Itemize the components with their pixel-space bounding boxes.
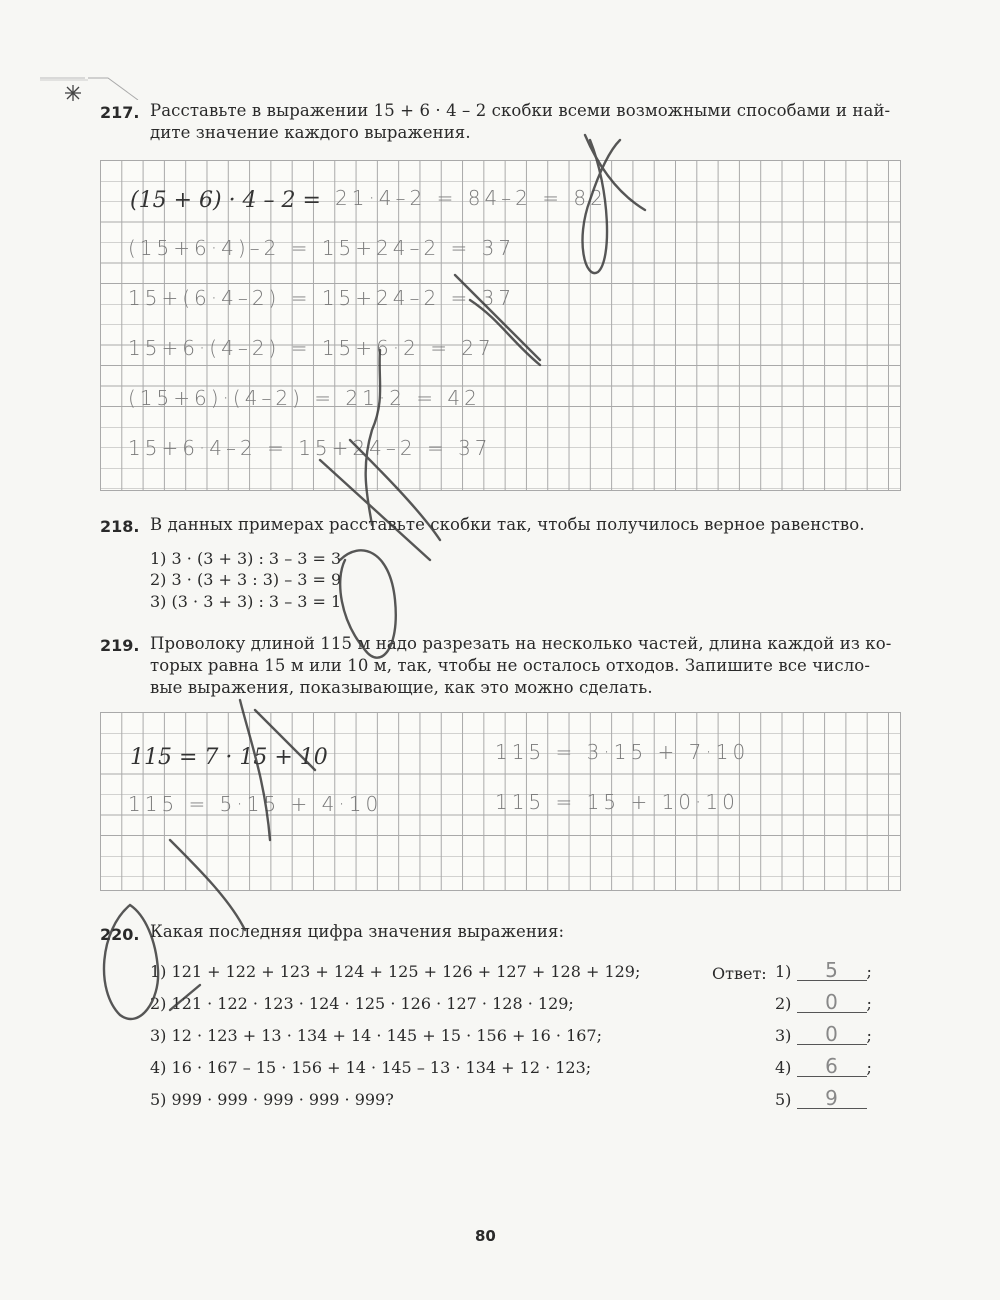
task-218-item-2: 2) 3 · (3 + 3 : 3) – 3 = 9	[150, 570, 342, 589]
answer-prefix: 5)	[775, 1090, 792, 1109]
task-218-item-3: 3) (3 · 3 + 3) : 3 – 3 = 1	[150, 592, 342, 611]
task-219-hw-2: 115 = 3·15 + 7·10	[495, 740, 750, 764]
task-220-number: 220.	[100, 925, 140, 944]
answer-row	[775, 1084, 872, 1116]
answer-end: ;	[866, 1058, 872, 1077]
task-220-item-4: 4) 16 · 167 – 15 · 156 + 14 · 145 – 13 · 134 + 12 · 123;	[150, 1058, 592, 1077]
task-220-item-5: 5) 999 · 999 · 999 · 999 · 999?	[150, 1090, 394, 1109]
task-220-item-2: 2) 121 · 122 · 123 · 124 · 125 · 126 · 127 · 128 · 129;	[150, 994, 574, 1013]
task-220-text: Какая последняя цифра значения выражения:	[150, 922, 565, 941]
task-217-line2: дите значение каждого выражения.	[150, 123, 471, 142]
task-217-hw-6: 15+6·4–2 = 15+24–2 = 37	[128, 436, 492, 460]
answer-prefix: 3)	[775, 1026, 792, 1045]
task-220-item-1: 1) 121 + 122 + 123 + 124 + 125 + 126 + 127 + 128 + 129;	[150, 962, 641, 981]
task-217-hw-5: (15+6)·(4–2) = 21·2 = 42	[128, 386, 481, 410]
task-218-item-1: 1) 3 · (3 + 3) : 3 – 3 = 3	[150, 549, 342, 568]
snowflake-icon	[64, 84, 82, 102]
task-219-line1: Проволоку длиной 115 м надо разрезать на несколько частей, длина каждой из ко-	[150, 634, 892, 653]
answer-value: 0	[797, 1024, 867, 1045]
answer-end: ;	[866, 994, 872, 1013]
task-219-hw-3: 115 = 15 + 10·10	[495, 790, 739, 814]
answer-value: 9	[797, 1088, 867, 1109]
answer-prefix: 4)	[775, 1058, 792, 1077]
answer-value: 5	[797, 960, 867, 981]
task-217-hw-2: (15+6·4)–2 = 15+24–2 = 37	[128, 236, 516, 260]
task-217-hw-1: 21·4–2 = 84–2 = 82	[335, 186, 607, 210]
answer-row	[775, 1020, 872, 1052]
task-217-hw-4: 15+6·(4–2) = 15+6·2 = 27	[128, 336, 495, 360]
page-number: 80	[475, 1227, 496, 1245]
answer-end: ;	[866, 1026, 872, 1045]
answer-prefix: 1)	[775, 962, 792, 981]
task-220-answer-label: Ответ:	[712, 964, 767, 983]
task-219-number: 219.	[100, 636, 140, 655]
task-217-printed-example: (15 + 6) · 4 – 2 =	[130, 188, 321, 213]
task-219-line3: вые выражения, показывающие, как это можно сделать.	[150, 678, 653, 697]
task-219-printed-example: 115 = 7 · 15 + 10	[130, 745, 328, 770]
header-decoration	[40, 72, 140, 100]
task-220-items	[150, 956, 640, 1116]
answer-value: 6	[797, 1056, 867, 1077]
answer-prefix: 2)	[775, 994, 792, 1013]
task-219-line2: торых равна 15 м или 10 м, так, чтобы не осталось отходов. Запишите все число-	[150, 656, 870, 675]
task-217-hw-3: 15+(6·4–2) = 15+24–2 = 37	[128, 286, 516, 310]
answer-row	[775, 1052, 872, 1084]
answer-row	[775, 988, 872, 1020]
answer-end: ;	[866, 962, 872, 981]
task-220-answers	[775, 956, 872, 1116]
task-218-text: В данных примерах расставьте скобки так, чтобы получилось верное равенство.	[150, 515, 865, 534]
task-217-number: 217.	[100, 103, 140, 122]
task-219-hw-1: 115 = 5·15 + 4·10	[128, 792, 383, 816]
answer-row	[775, 956, 872, 988]
task-220-item-3: 3) 12 · 123 + 13 · 134 + 14 · 145 + 15 · 156 + 16 · 167;	[150, 1026, 602, 1045]
answer-value: 0	[797, 992, 867, 1013]
task-217-line1: Расставьте в выражении 15 + 6 · 4 – 2 скобки всеми возможными способами и най-	[150, 101, 891, 120]
task-218-number: 218.	[100, 517, 140, 536]
